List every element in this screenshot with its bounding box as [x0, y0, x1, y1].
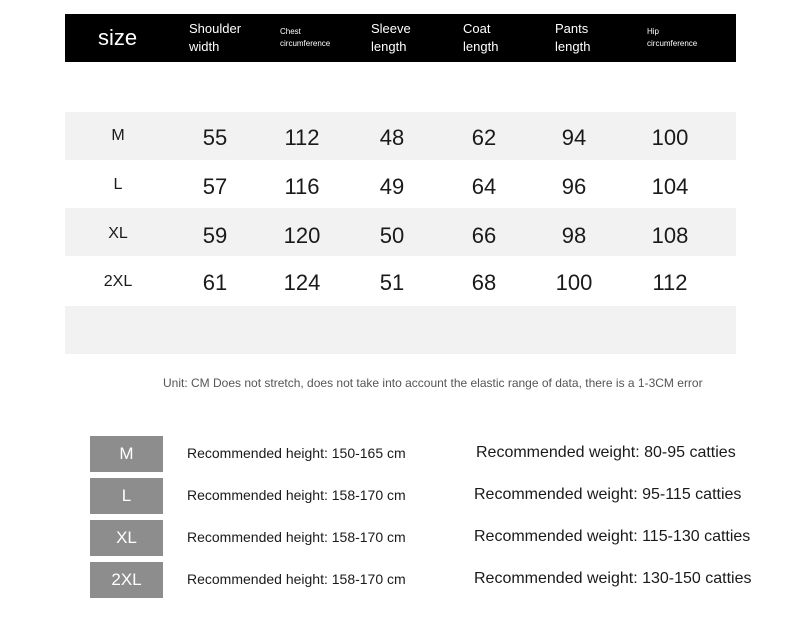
- cell-coat: 68: [471, 270, 497, 295]
- size-badge: 2XL: [90, 562, 163, 598]
- cell-pants: 98: [561, 223, 587, 248]
- recommendation-row: [0, 436, 800, 472]
- size-badge: M: [90, 436, 163, 472]
- cell-sleeve: 49: [379, 174, 405, 199]
- cell-shoulder: 57: [202, 174, 228, 199]
- recommended-height: Recommended height: 158-170 cm: [187, 571, 406, 587]
- cell-hip: 112: [652, 270, 688, 295]
- size-table-header: [65, 14, 736, 62]
- header-shoulder-width: Shoulder width: [189, 21, 242, 54]
- cell-pants: 94: [561, 125, 587, 150]
- recommended-weight: Recommended weight: 80-95 catties: [476, 444, 736, 461]
- recommendation-row: [0, 478, 800, 514]
- header-size: size: [98, 25, 138, 51]
- cell-hip: 108: [651, 223, 689, 248]
- cell-size: XL: [108, 225, 128, 242]
- recommended-height: Recommended height: 158-170 cm: [187, 529, 406, 545]
- cell-size: L: [113, 176, 123, 193]
- cell-chest: 120: [283, 223, 321, 248]
- recommended-weight: Recommended weight: 115-130 catties: [474, 528, 751, 545]
- cell-size: M: [111, 127, 125, 144]
- recommendation-row: [0, 562, 800, 598]
- recommended-weight: Recommended weight: 130-150 catties: [474, 570, 752, 587]
- cell-sleeve: 50: [379, 223, 405, 248]
- cell-chest: 124: [283, 270, 321, 295]
- cell-shoulder: 61: [202, 270, 228, 295]
- cell-chest: 112: [284, 125, 320, 150]
- cell-pants: 100: [555, 270, 593, 295]
- cell-chest: 116: [284, 174, 320, 199]
- cell-pants: 96: [561, 174, 587, 199]
- cell-sleeve: 51: [379, 270, 405, 295]
- cell-shoulder: 59: [202, 223, 228, 248]
- header-chest-circumference: Chest circumference: [280, 27, 331, 48]
- cell-coat: 66: [471, 223, 497, 248]
- header-sleeve-length: Sleeve length: [371, 21, 411, 54]
- empty-row-band: [65, 306, 736, 354]
- recommended-weight: Recommended weight: 95-115 catties: [474, 486, 742, 503]
- recommendation-row: [0, 520, 800, 556]
- cell-shoulder: 55: [202, 125, 228, 150]
- unit-note: Unit: CM Does not stretch, does not take into account the elastic range of data, there is a 1-3CM error: [163, 376, 703, 390]
- cell-hip: 104: [651, 174, 689, 199]
- header-coat-length: Coat length: [463, 21, 499, 54]
- cell-size: 2XL: [103, 273, 133, 290]
- header-hip-circumference: Hip circumference: [647, 27, 698, 48]
- recommended-height: Recommended height: 150-165 cm: [187, 445, 406, 461]
- header-pants-length: Pants length: [555, 21, 591, 54]
- cell-coat: 62: [471, 125, 497, 150]
- cell-sleeve: 48: [379, 125, 405, 150]
- size-badge: L: [90, 478, 163, 514]
- cell-coat: 64: [471, 174, 497, 199]
- recommended-height: Recommended height: 158-170 cm: [187, 487, 406, 503]
- cell-hip: 100: [651, 125, 689, 150]
- size-badge: XL: [90, 520, 163, 556]
